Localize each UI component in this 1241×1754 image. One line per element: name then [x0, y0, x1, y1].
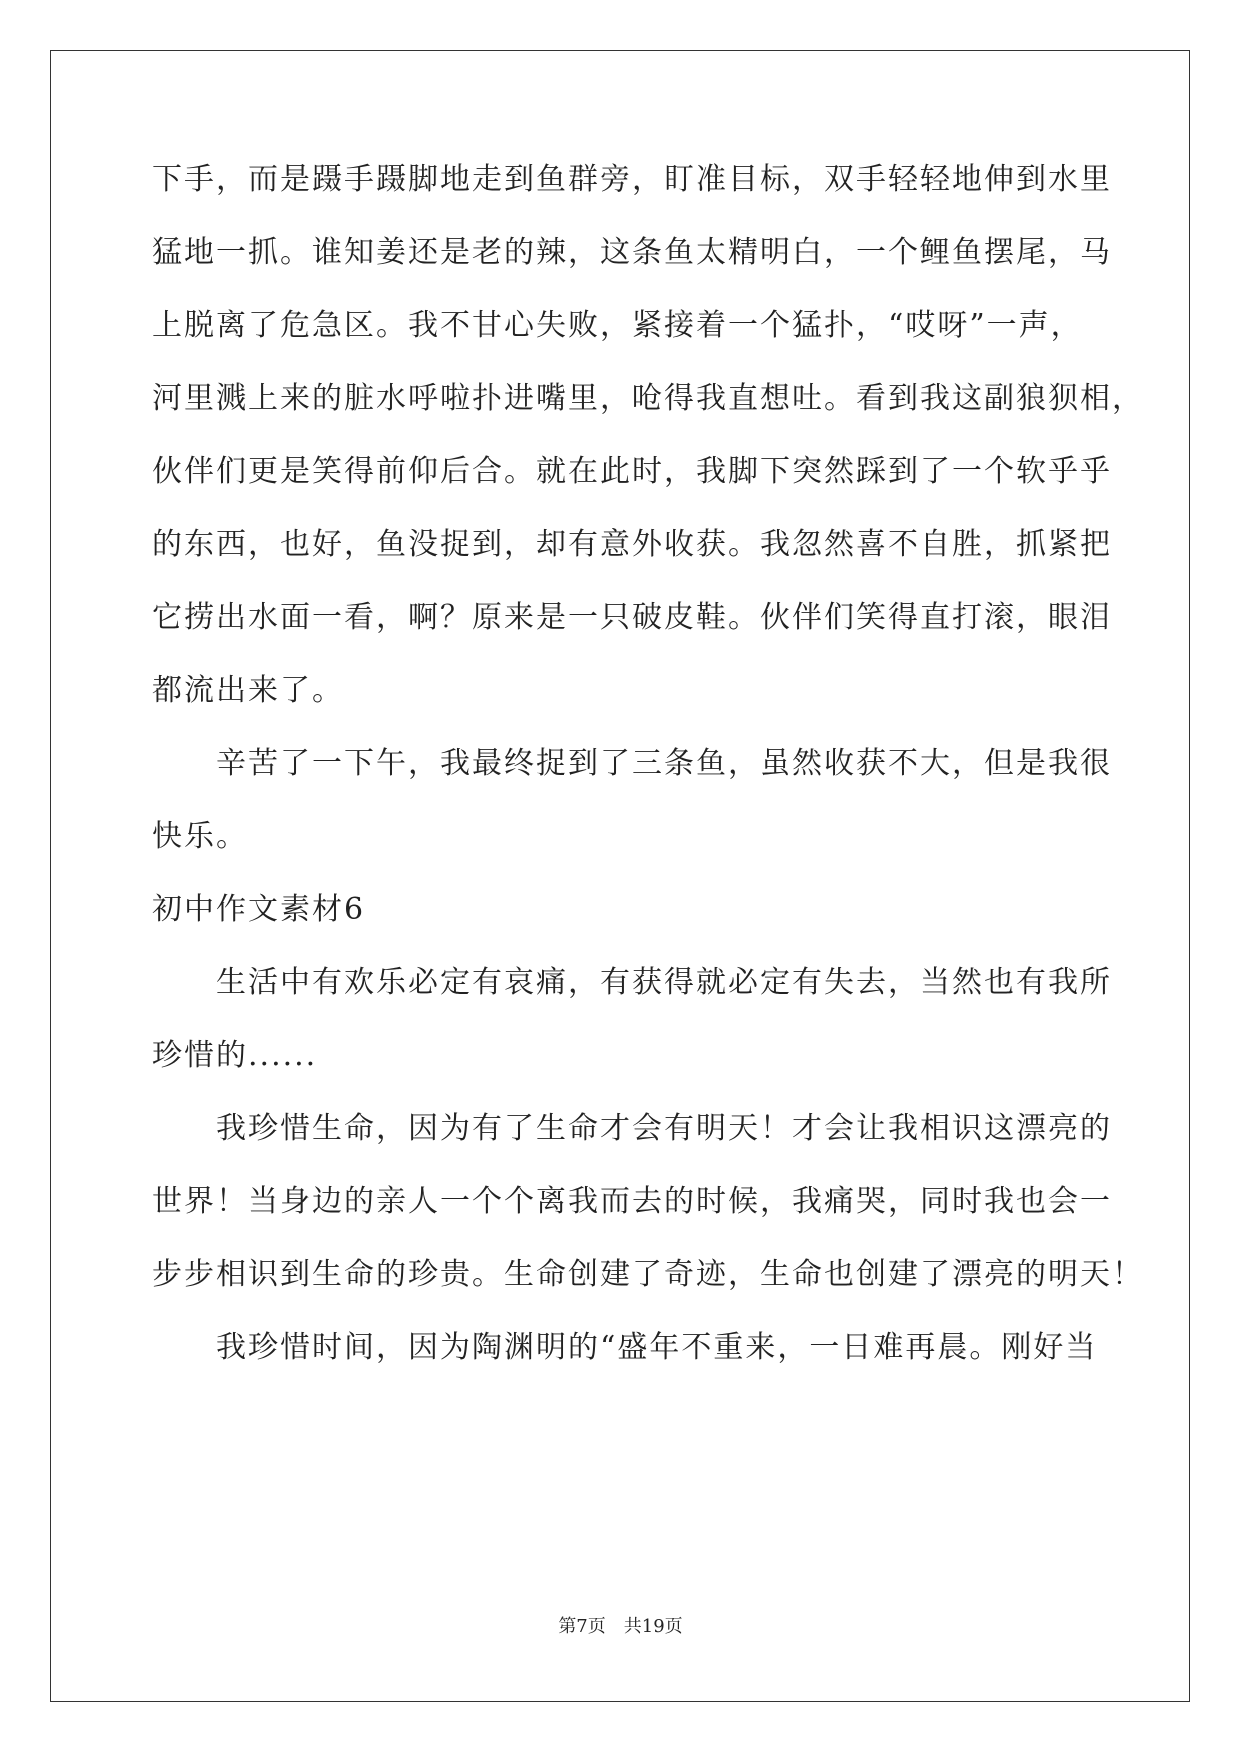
page-frame: [50, 50, 1190, 1702]
paragraph-line: 河里溅上来的脏水呼啦扑进嘴里，呛得我直想吐。看到我这副狼狈相，: [152, 381, 1144, 416]
paragraph-line: 我珍惜生命，因为有了生命才会有明天！才会让我相识这漂亮的: [216, 1111, 1112, 1146]
paragraph-line: 快乐。: [152, 819, 248, 854]
paragraph-line: 下手，而是蹑手蹑脚地走到鱼群旁，盯准目标，双手轻轻地伸到水里: [152, 162, 1112, 197]
paragraph-line: 世界！当身边的亲人一个个离我而去的时候，我痛哭，同时我也会一: [152, 1184, 1112, 1219]
paragraph-line: 它捞出水面一看，啊？原来是一只破皮鞋。伙伴们笑得直打滚，眼泪: [152, 600, 1112, 635]
paragraph-line: 我珍惜时间，因为陶渊明的“盛年不重来，一日难再晨。刚好当: [216, 1330, 1098, 1365]
paragraph-line: 都流出来了。: [152, 673, 344, 708]
paragraph-line: 珍惜的......: [152, 1038, 318, 1073]
paragraph-line: 上脱离了危急区。我不甘心失败，紧接着一个猛扑，“哎呀”一声，: [152, 308, 1083, 343]
paragraph-line: 的东西，也好，鱼没捉到，却有意外收获。我忽然喜不自胜，抓紧把: [152, 527, 1112, 562]
paragraph-line: 辛苦了一下午，我最终捉到了三条鱼，虽然收获不大，但是我很: [216, 746, 1112, 781]
paragraph-line: 生活中有欢乐必定有哀痛，有获得就必定有失去，当然也有我所: [216, 965, 1112, 1000]
paragraph-line: 猛地一抓。谁知姜还是老的辣，这条鱼太精明白，一个鲤鱼摆尾，马: [152, 235, 1112, 270]
paragraph-line: 步步相识到生命的珍贵。生命创建了奇迹，生命也创建了漂亮的明天！: [152, 1257, 1144, 1292]
paragraph-line: 伙伴们更是笑得前仰后合。就在此时，我脚下突然踩到了一个软乎乎: [152, 454, 1112, 489]
section-heading: 初中作文素材6: [152, 892, 366, 927]
page-number: 第7页 共19页: [558, 1616, 683, 1637]
